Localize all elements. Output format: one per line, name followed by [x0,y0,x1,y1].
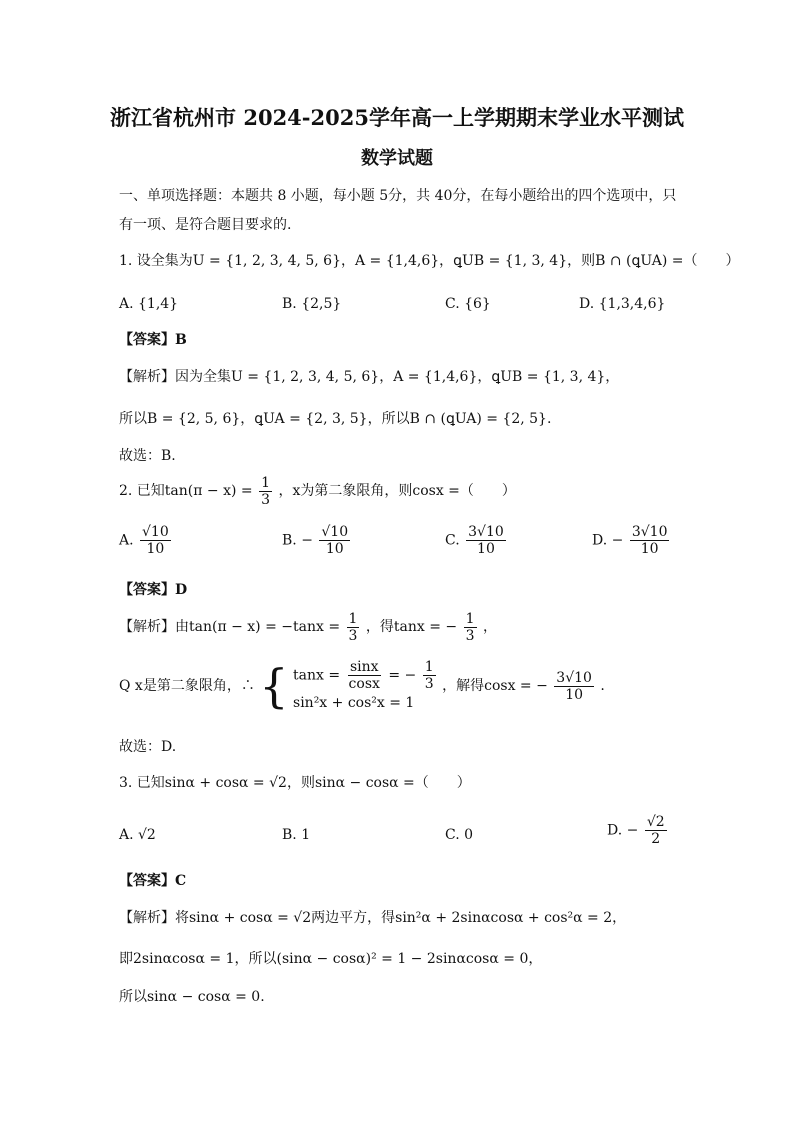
q2-option-c [445,524,508,557]
q1-analysis-line2: 所以B = {2, 5, 6}，ꝗUA = {2, 3, 5}，所以B ∩ (ꝗUA) = {2, 5}. [119,411,552,427]
q2-stem-pre: 2. 已知tan(π − x) = [119,483,253,499]
q2-stem-fraction [259,475,272,508]
q1-option-b: B. {2,5} [282,296,342,312]
system-row1-fraction [347,659,382,692]
fraction-numerator: 1 [465,610,475,627]
q1-answer: 【答案】B [119,332,187,348]
option-sign: − [301,532,313,549]
q2-system-row2: sin²x + cos²x = 1 [293,694,415,711]
q1-stem: 1. 设全集为U = {1, 2, 3, 4, 5, 6}，A = {1,4,6}，ꝗUB = {1, 3, 4}，则B ∩ (ꝗUA) =（ ） [119,253,740,269]
q2-option-d [592,524,671,557]
fraction-denominator: 3 [261,491,271,508]
q2-system-row1 [293,659,438,692]
q2-analysis-line1 [119,610,497,644]
option-fraction [630,524,670,557]
q2-analysis1-pre: 【解析】由tan(π − x) = −tanx = [119,619,341,635]
q3-analysis-line2: 即2sinαcosα = 1，所以(sinα − cosα)² = 1 − 2sinαcosα = 0， [119,951,543,967]
q2-stem-post: ，x为第二象限角，则cosx =（ ） [278,483,516,499]
q3-option-d [607,814,669,847]
q1-analysis-line1: 【解析】因为全集U = {1, 2, 3, 4, 5, 6}，A = {1,4,6}，ꝗUB = {1, 3, 4}， [119,369,620,385]
q2-analysis2-fraction [554,670,594,703]
option-label: D. [592,532,608,549]
fraction-denominator: 10 [146,541,165,557]
fraction-numerator: 1 [348,610,358,627]
option-fraction [319,524,350,557]
fraction-numerator: 1 [261,474,271,491]
option-fraction [140,524,171,557]
q2-equation-system [293,659,438,714]
q3-answer: 【答案】C [119,873,187,889]
section-heading-line2: 有一项、是符合题目要求的. [119,217,292,233]
q3-option-a: A. √2 [119,827,156,843]
q2-analysis1-fraction [347,611,360,644]
option-fraction [466,524,506,557]
fraction-numerator: 3√10 [631,524,668,540]
option-fraction [645,814,667,847]
option-label: C. [445,532,460,549]
option-sign: − [611,532,624,549]
fraction-denominator: 10 [565,686,584,703]
q1-conclusion: 故选：B. [119,448,176,464]
q2-analysis1-fraction-2 [464,611,477,644]
fraction-denominator: 3 [348,627,358,644]
system-row1-pre: tanx = [293,667,341,683]
q2-stem [119,474,516,508]
fraction-numerator: 3√10 [468,524,504,540]
option-label: D. [607,822,623,839]
q2-option-b [282,524,352,557]
q3-analysis-line3: 所以sinα − cosα = 0. [119,989,265,1005]
fraction-denominator: 2 [651,831,661,847]
fraction-denominator: 10 [325,541,344,557]
fraction-numerator: √10 [321,524,349,540]
q2-analysis1-mid: ，得tanx = − [365,619,458,635]
document-title: 浙江省杭州市 2024-2025学年高一上学期期末学业水平测试 [110,105,684,130]
fraction-denominator: 10 [477,541,495,557]
document-subtitle: 数学试题 [361,148,433,169]
q3-option-b: B. 1 [282,827,311,843]
fraction-denominator: 10 [640,541,659,557]
fraction-numerator: √10 [142,524,169,540]
fraction-numerator: 1 [424,658,434,675]
q2-answer: 【答案】D [119,582,188,598]
system-row1-post: = − [388,667,417,683]
fraction-numerator: sinx [349,658,379,675]
q2-analysis1-post: ， [482,619,497,635]
q1-option-d: D. {1,3,4,6} [579,296,666,312]
q3-option-c: C. 0 [445,827,474,843]
q1-option-c: C. {6} [445,296,491,312]
fraction-denominator: 3 [424,675,434,692]
brace-icon: { [259,659,289,713]
fraction-numerator: √2 [646,814,665,830]
q2-analysis2-pre: Q x是第二象限角，∴ [119,678,255,694]
q2-option-a [119,524,173,557]
fraction-numerator: 3√10 [556,669,592,686]
system-row1-fraction-2 [423,659,436,692]
section-heading-line1: 一、单项选择题：本题共 8 小题，每小题 5分，共 40分，在每小题给出的四个选项中，只 [119,188,677,204]
option-label: A. [119,532,134,549]
q3-stem: 3. 已知sinα + cosα = √2，则sinα − cosα =（ ） [119,775,471,791]
q2-analysis2-end: . [600,678,605,694]
option-label: B. [282,532,297,549]
q2-analysis2-post: ，解得cosx = − [442,678,548,694]
q1-option-a: A. {1,4} [119,296,179,312]
q3-analysis-line1: 【解析】将sinα + cosα = √2两边平方，得sin²α + 2sinαcosα + cos²α = 2， [119,910,627,926]
fraction-denominator: cosx [348,675,380,692]
option-sign: − [626,822,639,839]
fraction-denominator: 3 [465,627,475,644]
q2-analysis-line2 [119,656,605,716]
q2-conclusion: 故选：D. [119,739,177,755]
